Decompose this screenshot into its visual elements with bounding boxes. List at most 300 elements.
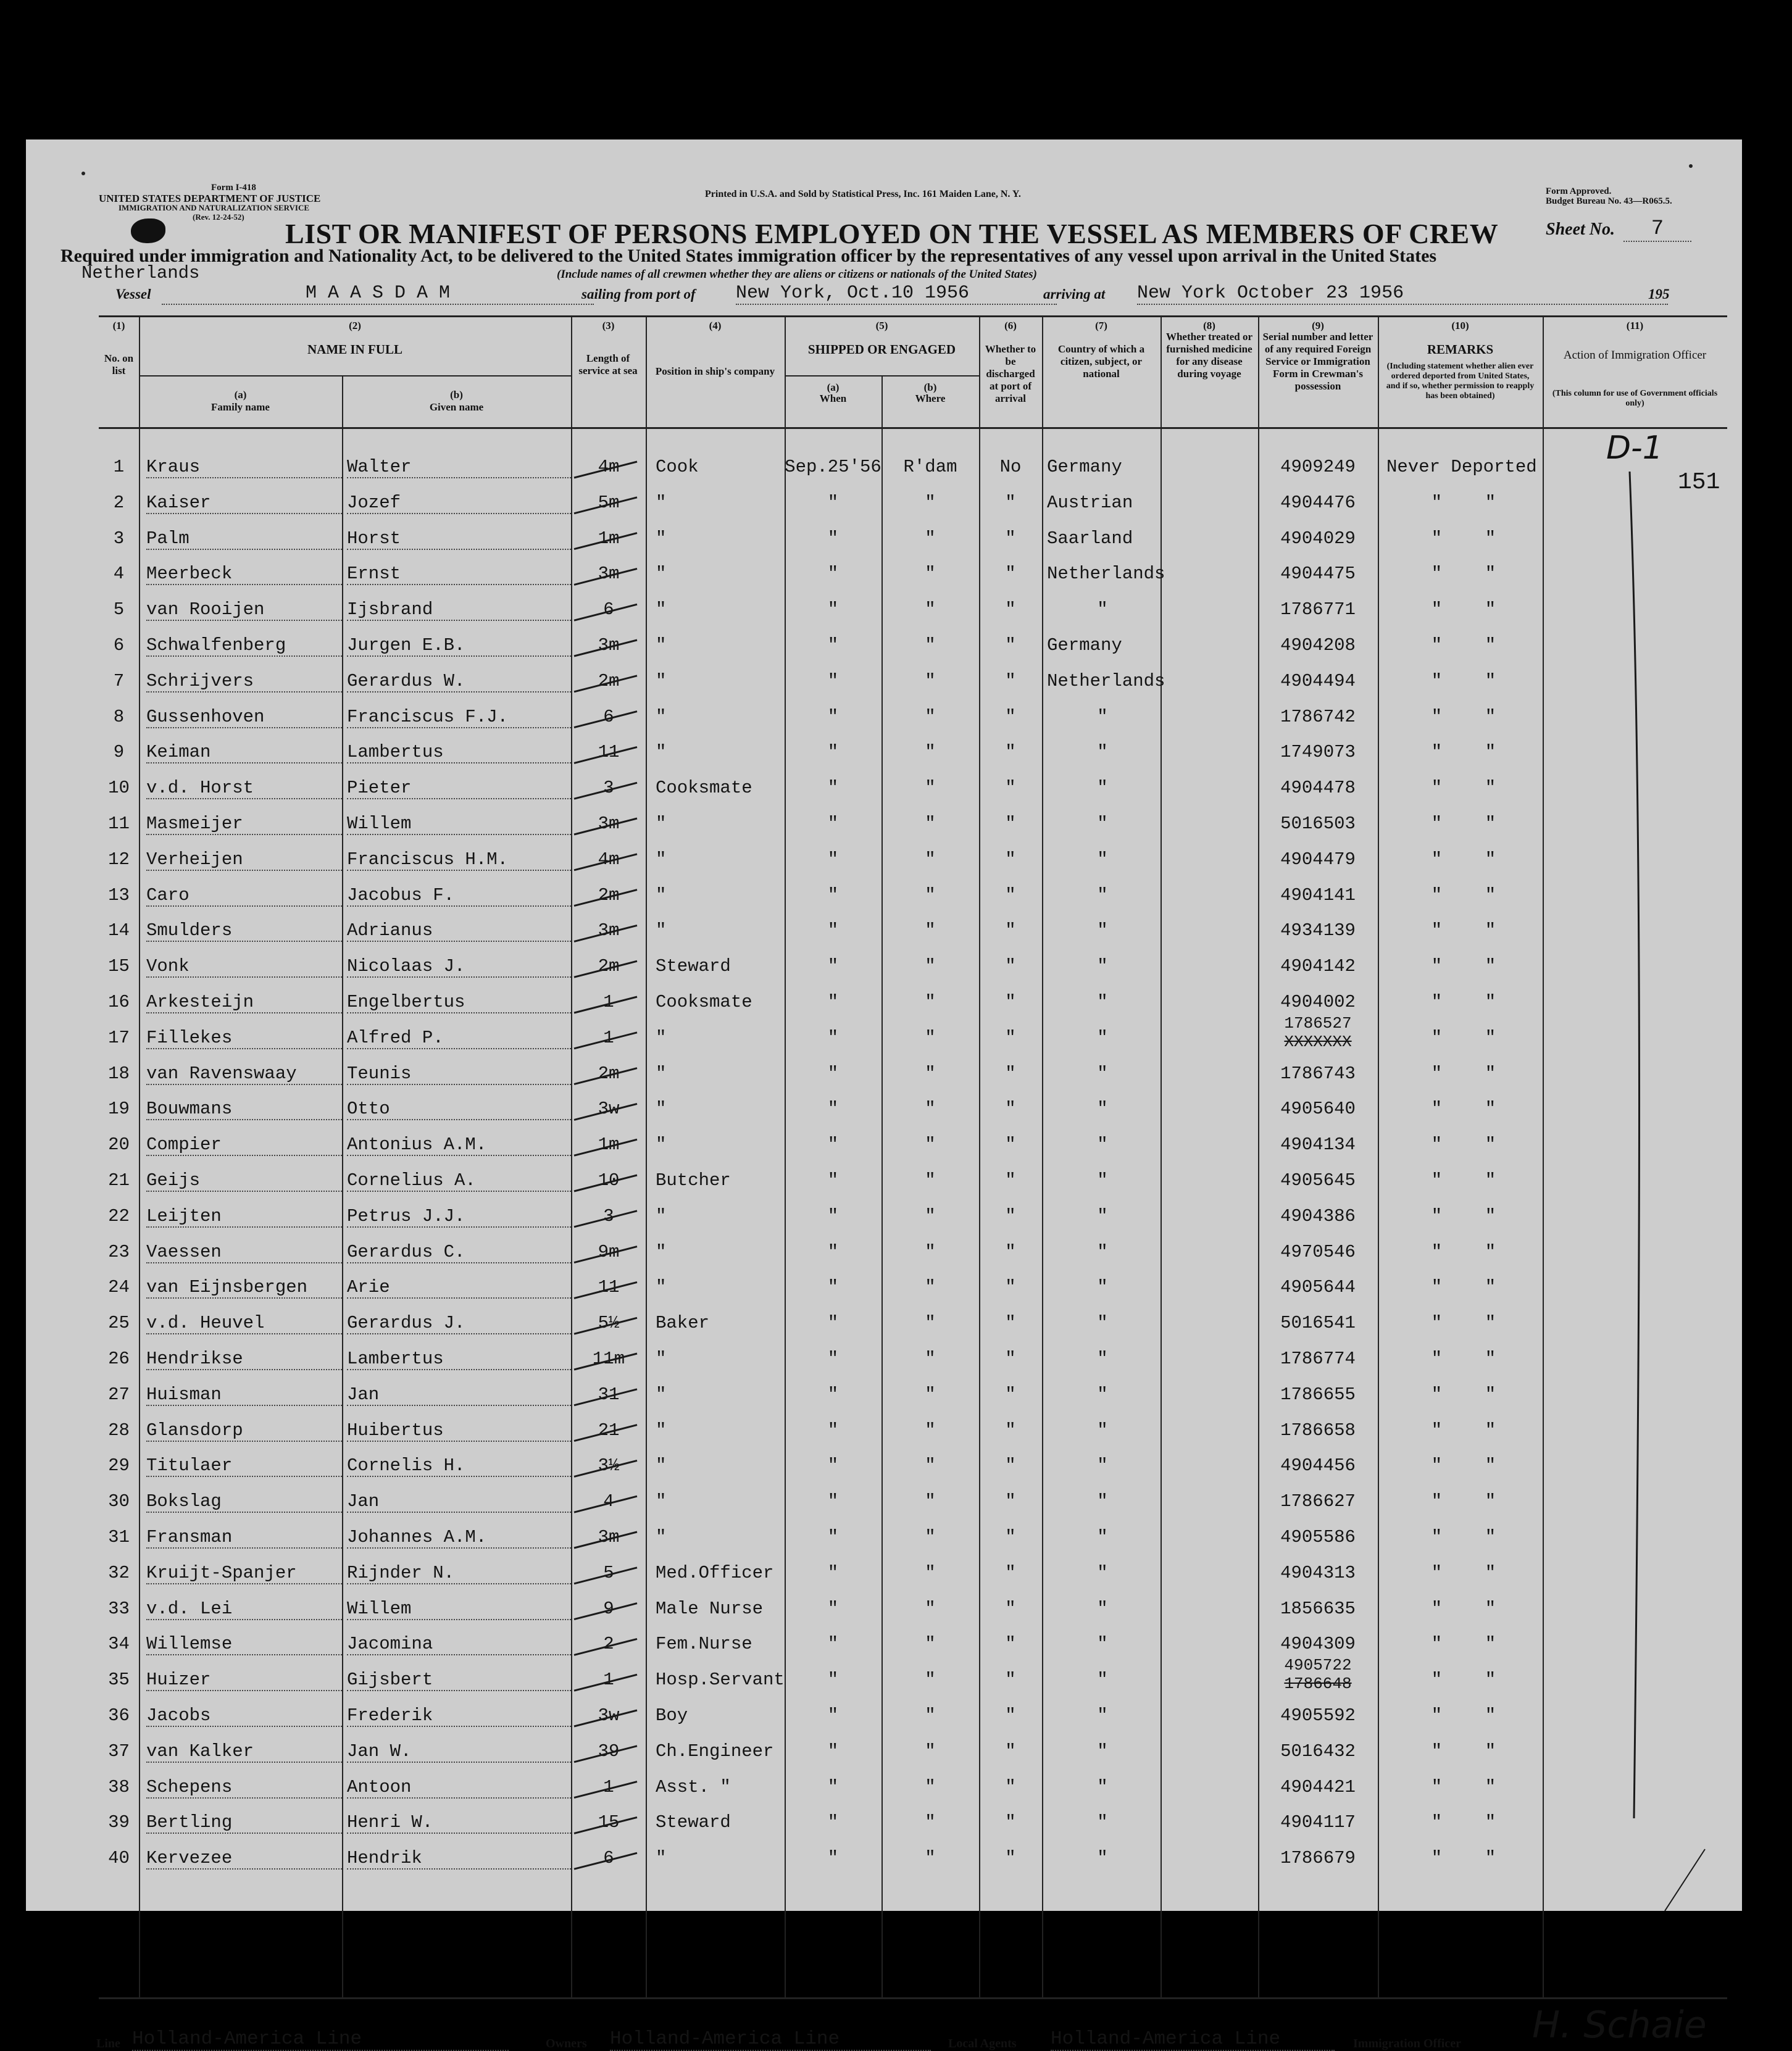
row-number: 22 bbox=[108, 1205, 130, 1226]
remarks: " " bbox=[1431, 1527, 1496, 1547]
given-name: Jurgen E.B. bbox=[347, 635, 571, 657]
serial-number: 4904478 bbox=[1280, 778, 1356, 799]
check-stroke bbox=[574, 1139, 637, 1155]
remarks: " " bbox=[1431, 528, 1496, 549]
row-number: 10 bbox=[108, 778, 130, 799]
country: " bbox=[1097, 1027, 1108, 1048]
remarks: " " bbox=[1431, 1099, 1496, 1120]
position: " bbox=[656, 1205, 667, 1226]
length-of-service: 3m bbox=[598, 920, 620, 941]
agency-line1: UNITED STATES DEPARTMENT OF JUSTICE bbox=[99, 193, 321, 204]
country: " bbox=[1097, 884, 1108, 905]
family-name: Schwalfenberg bbox=[146, 635, 342, 657]
country: " bbox=[1097, 1562, 1108, 1583]
col5b-letter: (b) bbox=[923, 381, 937, 393]
serial-number: 4904141 bbox=[1280, 884, 1356, 905]
row-number: 40 bbox=[108, 1848, 130, 1869]
shipped-where: " bbox=[925, 992, 936, 1012]
length-of-service: 1 bbox=[603, 1027, 614, 1048]
country: Germany bbox=[1047, 457, 1122, 477]
position: " bbox=[656, 1099, 667, 1120]
position: Male Nurse bbox=[656, 1598, 764, 1619]
check-stroke bbox=[574, 533, 637, 549]
shipped-when: " bbox=[827, 1741, 839, 1762]
remarks: " " bbox=[1431, 1455, 1496, 1476]
check-stroke bbox=[574, 818, 637, 834]
shipped-when: " bbox=[827, 1598, 839, 1619]
given-name: Arie bbox=[347, 1277, 571, 1299]
family-name: Verheijen bbox=[146, 849, 342, 871]
serial-number: 1786627 bbox=[1280, 1491, 1356, 1512]
col3-label: Length of service at sea bbox=[578, 352, 638, 377]
position: " bbox=[656, 1277, 667, 1298]
shipped-where: " bbox=[925, 1063, 936, 1084]
footer-officer-label: Immigration Officer bbox=[1353, 2037, 1461, 2050]
row-number: 38 bbox=[108, 1776, 130, 1797]
length-of-service: 6 bbox=[603, 599, 614, 620]
family-name: Bertling bbox=[146, 1812, 342, 1834]
col2b-letter: (b) bbox=[450, 389, 463, 401]
country: " bbox=[1097, 1776, 1108, 1797]
remarks: " " bbox=[1431, 884, 1496, 905]
family-name: Meerbeck bbox=[146, 564, 342, 585]
col6-num: (6) bbox=[1004, 320, 1017, 331]
manifest-sheet bbox=[26, 139, 1742, 2050]
row-number: 12 bbox=[108, 849, 130, 870]
position: Boy bbox=[656, 1705, 688, 1726]
country: " bbox=[1097, 1349, 1108, 1369]
shipped-when: " bbox=[827, 1205, 839, 1226]
length-of-service: 31 bbox=[598, 1384, 620, 1405]
remarks: " " bbox=[1431, 670, 1496, 691]
shipped-where: " bbox=[925, 1205, 936, 1226]
serial-number: 4970546 bbox=[1280, 1241, 1356, 1262]
discharge: " bbox=[1005, 884, 1016, 905]
d1-annotation: D-1 bbox=[1606, 430, 1663, 467]
family-name: Huizer bbox=[146, 1670, 342, 1691]
serial-number: 5016432 bbox=[1280, 1741, 1356, 1762]
given-name: Frederik bbox=[347, 1705, 571, 1727]
position: " bbox=[656, 1384, 667, 1405]
shipped-when: " bbox=[827, 1420, 839, 1441]
shipped-when: " bbox=[827, 1349, 839, 1369]
length-of-service: 2m bbox=[598, 670, 620, 691]
remarks: " " bbox=[1431, 813, 1496, 834]
serial-number: 1786743 bbox=[1280, 1063, 1356, 1084]
given-name: Walter bbox=[347, 457, 571, 478]
length-of-service: 11m bbox=[592, 1349, 625, 1369]
remarks: " " bbox=[1431, 1241, 1496, 1262]
sheet-number: 7 bbox=[1623, 217, 1691, 242]
discharge: " bbox=[1005, 706, 1016, 727]
footer-line-value: Holland-America Line bbox=[132, 2028, 509, 2051]
check-stroke bbox=[574, 925, 637, 941]
given-name: Petrus J.J. bbox=[347, 1206, 571, 1228]
country: " bbox=[1097, 1634, 1108, 1655]
discharge: " bbox=[1005, 1313, 1016, 1334]
include-note: (Include names of all crewmen whether they are aliens or citizens or nationals of the United States) bbox=[557, 268, 1037, 281]
shipped-when: " bbox=[827, 778, 839, 799]
row-number: 35 bbox=[108, 1670, 130, 1691]
serial-number: 4904208 bbox=[1280, 635, 1356, 655]
serial-number: 5016503 bbox=[1280, 813, 1356, 834]
shipped-where: " bbox=[925, 920, 936, 941]
length-of-service: 3 bbox=[603, 1205, 614, 1226]
country: " bbox=[1097, 706, 1108, 727]
row-number: 32 bbox=[108, 1562, 130, 1583]
country: Netherlands bbox=[1047, 670, 1165, 691]
remarks: " " bbox=[1431, 1349, 1496, 1369]
given-name: Lambertus bbox=[347, 742, 571, 763]
discharge: " bbox=[1005, 1776, 1016, 1797]
discharge: " bbox=[1005, 1241, 1016, 1262]
row-number: 8 bbox=[113, 706, 125, 727]
shipped-when: " bbox=[827, 1527, 839, 1547]
country: Austrian bbox=[1047, 492, 1133, 513]
shipped-when: " bbox=[827, 1277, 839, 1298]
length-of-service: 4 bbox=[603, 1491, 614, 1512]
given-name: Antonius A.M. bbox=[347, 1134, 571, 1156]
position: " bbox=[656, 1491, 667, 1512]
check-stroke bbox=[574, 1033, 637, 1049]
footer-owners-value: Holland-America Line bbox=[610, 2028, 931, 2051]
check-stroke bbox=[574, 462, 637, 478]
family-name: van Kalker bbox=[146, 1741, 342, 1763]
length-of-service: 1m bbox=[598, 528, 620, 549]
serial-number: 4904313 bbox=[1280, 1562, 1356, 1583]
col2-label: NAME IN FULL bbox=[307, 342, 402, 357]
length-of-service: 3½ bbox=[598, 1455, 620, 1476]
country: " bbox=[1097, 1705, 1108, 1726]
row-number: 2 bbox=[113, 492, 125, 513]
shipped-when: " bbox=[827, 1705, 839, 1726]
remarks: " " bbox=[1431, 849, 1496, 870]
serial-number: 4904421 bbox=[1280, 1776, 1356, 1797]
discharge: " bbox=[1005, 1598, 1016, 1619]
discharge: " bbox=[1005, 1277, 1016, 1298]
position: " bbox=[656, 1848, 667, 1869]
shipped-where: " bbox=[925, 1527, 936, 1547]
serial-number: 4904029 bbox=[1280, 528, 1356, 549]
country: " bbox=[1097, 1741, 1108, 1762]
check-stroke bbox=[574, 1817, 637, 1833]
row-number: 34 bbox=[108, 1634, 130, 1655]
given-name: Hendrik bbox=[347, 1848, 571, 1870]
shipped-when: " bbox=[827, 1562, 839, 1583]
shipped-where: " bbox=[925, 1099, 936, 1120]
shipped-when: " bbox=[827, 1099, 839, 1120]
position: Ch.Engineer bbox=[656, 1741, 774, 1762]
given-name: Jacobus F. bbox=[347, 885, 571, 907]
family-name: v.d. Heuvel bbox=[146, 1313, 342, 1334]
length-of-service: 3w bbox=[598, 1705, 620, 1726]
row-number: 6 bbox=[113, 635, 125, 655]
shipped-when: " bbox=[827, 1313, 839, 1334]
bracket-line bbox=[1630, 472, 1640, 1818]
col7-label: Country of which a citizen, subject, or national bbox=[1057, 343, 1145, 380]
length-of-service: 15 bbox=[598, 1812, 620, 1833]
shipped-when: " bbox=[827, 1063, 839, 1084]
footer-agents-label: Local Agents bbox=[948, 2037, 1017, 2050]
position: Butcher bbox=[656, 1170, 731, 1191]
corner-mark bbox=[1665, 1849, 1705, 1911]
row-number: 4 bbox=[113, 564, 125, 585]
given-name: Cornelis H. bbox=[347, 1455, 571, 1477]
shipped-where: " bbox=[925, 528, 936, 549]
discharge: " bbox=[1005, 920, 1016, 941]
given-name: Cornelius A. bbox=[347, 1170, 571, 1192]
discharge: " bbox=[1005, 849, 1016, 870]
given-name: Jan W. bbox=[347, 1741, 571, 1763]
col5a-letter: (a) bbox=[827, 381, 840, 393]
given-name: Rijnder N. bbox=[347, 1563, 571, 1584]
shipped-when: " bbox=[827, 1812, 839, 1833]
serial-number: 4909249 bbox=[1280, 457, 1356, 477]
position: " bbox=[656, 492, 667, 513]
length-of-service: 3w bbox=[598, 1099, 620, 1120]
shipped-where: " bbox=[925, 1705, 936, 1726]
shipped-when: " bbox=[827, 599, 839, 620]
position: Med.Officer bbox=[656, 1562, 774, 1583]
country: " bbox=[1097, 1099, 1108, 1120]
check-stroke bbox=[574, 1782, 637, 1798]
family-name: Kaiser bbox=[146, 493, 342, 514]
given-name: Ernst bbox=[347, 564, 571, 585]
check-stroke bbox=[574, 1460, 637, 1476]
given-name: Henri W. bbox=[347, 1812, 571, 1834]
country: " bbox=[1097, 1420, 1108, 1441]
serial-number: 4904476 bbox=[1280, 492, 1356, 513]
serial-number: 4904475 bbox=[1280, 564, 1356, 585]
check-stroke bbox=[574, 1639, 637, 1655]
shipped-when: " bbox=[827, 1455, 839, 1476]
position: " bbox=[656, 1027, 667, 1048]
shipped-where: " bbox=[925, 1384, 936, 1405]
remarks: " " bbox=[1431, 1848, 1496, 1869]
page-title: LIST OR MANIFEST OF PERSONS EMPLOYED ON THE VESSEL AS MEMBERS OF CREW bbox=[285, 218, 1499, 249]
length-of-service: 3m bbox=[598, 813, 620, 834]
length-of-service: 9m bbox=[598, 1241, 620, 1262]
arriving-label: arriving at bbox=[1043, 286, 1106, 302]
shipped-when: " bbox=[827, 956, 839, 977]
family-name: Geijs bbox=[146, 1170, 342, 1192]
length-of-service: 3m bbox=[598, 564, 620, 585]
shipped-when: Sep.25'56 bbox=[785, 457, 881, 477]
family-name: Compier bbox=[146, 1134, 342, 1156]
row-number: 31 bbox=[108, 1527, 130, 1547]
remarks: " " bbox=[1431, 635, 1496, 655]
shipped-where: " bbox=[925, 1562, 936, 1583]
country: " bbox=[1097, 1598, 1108, 1619]
check-stroke bbox=[574, 1068, 637, 1084]
shipped-where: R'dam bbox=[903, 457, 957, 477]
check-stroke bbox=[574, 747, 637, 763]
given-name: Huibertus bbox=[347, 1420, 571, 1442]
country: " bbox=[1097, 1384, 1108, 1405]
check-stroke bbox=[574, 1853, 637, 1869]
discharge: " bbox=[1005, 1134, 1016, 1155]
length-of-service: 2m bbox=[598, 956, 620, 977]
shipped-where: " bbox=[925, 778, 936, 799]
serial-number: 4904494 bbox=[1280, 670, 1356, 691]
serial-number: 1786658 bbox=[1280, 1420, 1356, 1441]
remarks: " " bbox=[1431, 1776, 1496, 1797]
position: Fem.Nurse bbox=[656, 1634, 752, 1655]
position: " bbox=[656, 635, 667, 655]
check-stroke bbox=[574, 1282, 637, 1298]
discharge: " bbox=[1005, 1491, 1016, 1512]
position: " bbox=[656, 670, 667, 691]
family-name: Gussenhoven bbox=[146, 707, 342, 728]
remarks: " " bbox=[1431, 1634, 1496, 1655]
family-name: Kruijt-Spanjer bbox=[146, 1563, 342, 1584]
given-name: Jozef bbox=[347, 493, 571, 514]
row-number: 21 bbox=[108, 1170, 130, 1191]
shipped-where: " bbox=[925, 1741, 936, 1762]
scan-edge bbox=[1747, 123, 1792, 1790]
discharge: " bbox=[1005, 1527, 1016, 1547]
country: " bbox=[1097, 1241, 1108, 1262]
family-name: Bouwmans bbox=[146, 1099, 342, 1120]
family-name: Leijten bbox=[146, 1206, 342, 1228]
check-stroke bbox=[574, 497, 637, 514]
remarks: " " bbox=[1431, 1670, 1496, 1691]
agency-line2: IMMIGRATION AND NATURALIZATION SERVICE bbox=[119, 203, 310, 212]
given-name: Horst bbox=[347, 528, 571, 550]
country: " bbox=[1097, 1527, 1108, 1547]
length-of-service: 11 bbox=[598, 1277, 620, 1298]
length-of-service: 3m bbox=[598, 1527, 620, 1547]
given-name: Gerardus C. bbox=[347, 1242, 571, 1263]
position: " bbox=[656, 920, 667, 941]
length-of-service: 2m bbox=[598, 884, 620, 905]
country: Saarland bbox=[1047, 528, 1133, 549]
country: " bbox=[1097, 849, 1108, 870]
country: " bbox=[1097, 778, 1108, 799]
col9-label: Serial number and letter of any required Foreign Service or Immigration Form in Crewman's possession bbox=[1262, 331, 1373, 392]
position: " bbox=[656, 1134, 667, 1155]
shipped-when: " bbox=[827, 528, 839, 549]
row-number: 13 bbox=[108, 884, 130, 905]
discharge: " bbox=[1005, 1099, 1016, 1120]
serial-number: 5016541 bbox=[1280, 1313, 1356, 1334]
sailing-label: sailing from port of bbox=[581, 286, 696, 302]
given-name: Lambertus bbox=[347, 1349, 571, 1370]
serial-number: 1786774 bbox=[1280, 1349, 1356, 1369]
shipped-where: " bbox=[925, 1491, 936, 1512]
shipped-where: " bbox=[925, 492, 936, 513]
position: " bbox=[656, 564, 667, 585]
check-stroke bbox=[574, 890, 637, 906]
given-name: Jan bbox=[347, 1384, 571, 1406]
row-number: 16 bbox=[108, 992, 130, 1012]
col10-label: REMARKS bbox=[1427, 342, 1494, 357]
length-of-service: 9 bbox=[603, 1598, 614, 1619]
given-name: Jacomina bbox=[347, 1634, 571, 1655]
discharge: " bbox=[1005, 1705, 1016, 1726]
given-name: Adrianus bbox=[347, 920, 571, 942]
family-name: van Eijnsbergen bbox=[146, 1277, 342, 1299]
country: " bbox=[1097, 813, 1108, 834]
family-name: Keiman bbox=[146, 742, 342, 763]
discharge: No bbox=[999, 457, 1022, 477]
remarks: Never Deported bbox=[1386, 457, 1537, 477]
row-number: 20 bbox=[108, 1134, 130, 1155]
length-of-service: 21 bbox=[598, 1420, 620, 1441]
shipped-when: " bbox=[827, 992, 839, 1012]
col5b-label: Where bbox=[915, 393, 946, 404]
check-stroke bbox=[574, 1175, 637, 1191]
length-of-service: 11 bbox=[598, 742, 620, 763]
length-of-service: 4m bbox=[598, 457, 620, 477]
family-name: Hendrikse bbox=[146, 1349, 342, 1370]
given-name: Franciscus H.M. bbox=[347, 849, 571, 871]
shipped-when: " bbox=[827, 1027, 839, 1048]
shipped-when: " bbox=[827, 1776, 839, 1797]
position: Steward bbox=[656, 1812, 731, 1833]
punch-dot bbox=[1689, 164, 1693, 168]
serial-number: 4905586 bbox=[1280, 1527, 1356, 1547]
given-name: Otto bbox=[347, 1099, 571, 1120]
family-name: Masmeijer bbox=[146, 813, 342, 835]
check-stroke bbox=[574, 1710, 637, 1726]
length-of-service: 4m bbox=[598, 849, 620, 870]
serial-number-struck: 1786648 bbox=[1284, 1674, 1352, 1694]
position: " bbox=[656, 706, 667, 727]
shipped-where: " bbox=[925, 564, 936, 585]
remarks: " " bbox=[1431, 706, 1496, 727]
given-name: Gerardus J. bbox=[347, 1313, 571, 1334]
given-name: Teunis bbox=[347, 1063, 571, 1085]
shipped-where: " bbox=[925, 1812, 936, 1833]
length-of-service: 5 bbox=[603, 1562, 614, 1583]
remarks: " " bbox=[1431, 1063, 1496, 1084]
col1-label: No. on list bbox=[104, 352, 134, 377]
shipped-where: " bbox=[925, 1170, 936, 1191]
remarks: " " bbox=[1431, 1027, 1496, 1048]
family-name: Kraus bbox=[146, 457, 342, 478]
col4-num: (4) bbox=[709, 320, 722, 331]
check-stroke bbox=[574, 1425, 637, 1441]
family-name: Bokslag bbox=[146, 1491, 342, 1513]
family-name: Glansdorp bbox=[146, 1420, 342, 1442]
shipped-where: " bbox=[925, 849, 936, 870]
discharge: " bbox=[1005, 1848, 1016, 1869]
shipped-when: " bbox=[827, 1241, 839, 1262]
printer-note: Printed in U.S.A. and Sold by Statistical Press, Inc. 161 Maiden Lane, N. Y. bbox=[705, 189, 1021, 199]
serial-number: 4904456 bbox=[1280, 1455, 1356, 1476]
col11-label: Action of Immigration Officer bbox=[1563, 349, 1707, 362]
row-number: 23 bbox=[108, 1241, 130, 1262]
col2a-label: Family name bbox=[211, 401, 270, 413]
check-stroke bbox=[574, 640, 637, 656]
family-name: Schrijvers bbox=[146, 671, 342, 693]
check-stroke bbox=[574, 1532, 637, 1548]
discharge: " bbox=[1005, 492, 1016, 513]
check-stroke bbox=[574, 1746, 637, 1762]
family-name: Titulaer bbox=[146, 1455, 342, 1477]
remarks: " " bbox=[1431, 1812, 1496, 1833]
col10-num: (10) bbox=[1451, 320, 1469, 331]
remarks: " " bbox=[1431, 920, 1496, 941]
footer-agents-value: Holland-America Line bbox=[1051, 2028, 1335, 2051]
col2-num: (2) bbox=[349, 320, 361, 331]
remarks: " " bbox=[1431, 1384, 1496, 1405]
given-name: Engelbertus bbox=[347, 992, 571, 1013]
country: Netherlands bbox=[1047, 564, 1165, 585]
col2b-label: Given name bbox=[429, 401, 484, 413]
row-number: 7 bbox=[113, 670, 125, 691]
